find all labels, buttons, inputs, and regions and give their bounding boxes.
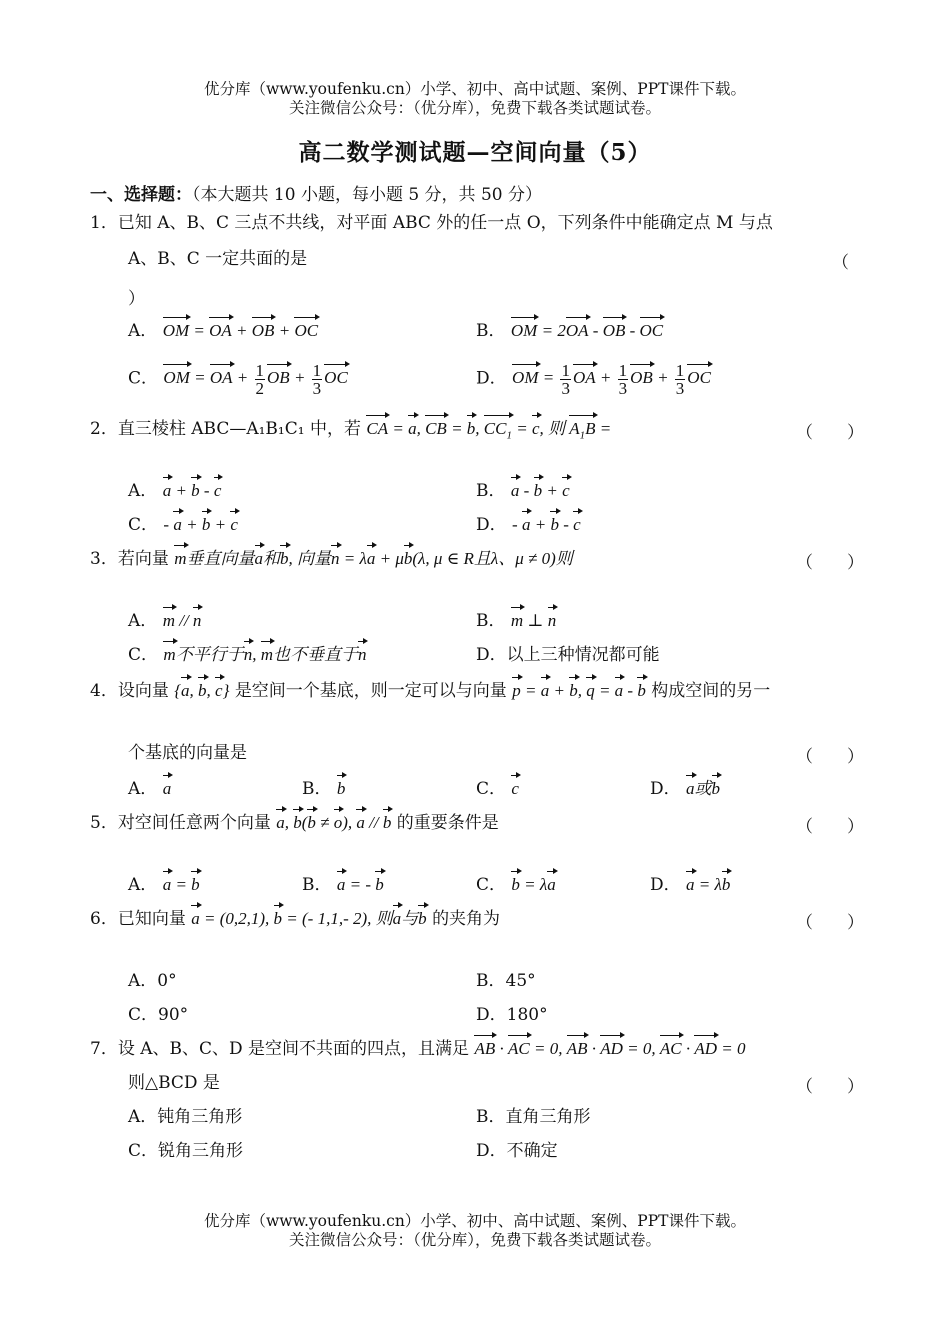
section-label: 一、选择题： [90,185,192,205]
q4-answer-paren: （ ） [796,747,864,767]
question-7 [90,1038,746,1060]
q4-option-d[interactable] [650,778,720,800]
q7-answer-paren: （ ） [796,1077,864,1097]
q6-option-c[interactable] [128,1004,188,1026]
q7-option-c[interactable] [128,1140,243,1162]
question-6 [90,908,500,930]
q2-option-a-formula: a + b - c [162,481,222,500]
footer-line-1: 优分库（www.youfenku.cn）小学、初中、高中试题、案例、PPT课件下载。 [203,1212,747,1230]
q1-option-c[interactable] [128,362,348,397]
q7-option-b-text: 直角三角形 [505,1107,591,1127]
question-2 [90,418,611,446]
q1-option-d-formula: OM = $\frac{1}{3}$ OA + $\frac{1}{3}$ OB + $\frac{1}{3}$ OC [512,361,711,398]
q5-number: 5． [90,813,118,833]
q2-option-c[interactable] [128,514,238,536]
q5-option-c[interactable] [476,874,556,896]
q3-option-a-formula: m // n [162,611,202,630]
q3-answer-paren: （ ） [796,553,864,573]
q5-option-a-formula: a = b [162,875,200,894]
q6-option-c-text: 90° [158,1005,189,1025]
q6-option-d-label: D． [476,1005,507,1025]
q1-number: 1． [90,213,118,233]
q6-option-a-label: A． [128,971,158,991]
q7-option-d[interactable] [476,1140,558,1162]
q4-option-b[interactable] [302,778,345,800]
q7-option-c-text: 锐角三角形 [158,1141,244,1161]
q4-option-c-label: C． [476,779,507,799]
q7-text-line2: 则△BCD 是 [128,1073,220,1093]
q4-option-a[interactable] [128,778,171,800]
q3-option-c-formula: m不平行于n, m也不垂直于n [163,645,367,664]
q4-option-a-formula: a [162,779,172,798]
q5-option-b[interactable] [302,874,384,896]
q2-text: 直三棱柱 ABC—A₁B₁C₁ 中，若 [117,419,361,439]
q4-text-a: 设向量 [117,681,169,701]
q5-text-a: 对空间任意两个向量 [117,813,271,833]
q3-formula: m垂直向量a和b, 向量n = λa + μb(λ, μ ∈ R且λ、μ ≠ 0)则 [174,549,573,568]
q3-option-c-label: C． [128,645,159,665]
q4-option-b-label: B． [302,779,332,799]
q5-option-a-label: A． [128,875,158,895]
q6-formula: a = (0,2,1), b = (- 1,1,- 2), 则a与b [191,909,427,928]
q7-number: 7． [90,1039,118,1059]
page-title: 高二数学测试题—空间向量（5） [298,139,652,166]
q4-option-d-formula: a或b [686,779,721,798]
question-3 [90,548,573,570]
q3-text: 若向量 [117,549,169,569]
footer-line-2: 关注微信公众号：（优分库），免费下载各类试题试卷。 [288,1231,661,1249]
q6-option-a-text: 0° [157,971,177,991]
q7-text: 设 A、B、C、D 是空间不共面的四点，且满足 [117,1039,470,1059]
q2-answer-paren: （ ） [796,423,864,443]
q6-text-a: 已知向量 [117,909,186,929]
q2-option-a-label: A． [128,481,158,501]
q1-option-b-formula: OM = 2OA - OB - OC [510,321,664,340]
q3-option-c[interactable] [128,644,366,666]
q2-option-b-formula: a - b + c [510,481,570,500]
q4-option-b-formula: b [336,779,346,798]
q6-option-b-label: B． [476,971,506,991]
q6-text-b: 的夹角为 [432,909,501,929]
q3-option-d-text: 以上三种情况都可能 [506,645,660,665]
header-line-2: 关注微信公众号：（优分库），免费下载各类试题试卷。 [288,99,661,117]
q3-option-a[interactable] [128,610,201,632]
q1-paren-close: ） [128,289,145,309]
q4-option-c[interactable] [476,778,519,800]
q2-option-c-formula: - a + b + c [163,515,238,534]
section-heading [90,180,542,205]
q5-formula: a, b(b ≠ o), a // b [276,813,392,832]
q1-option-d[interactable] [476,362,711,397]
q2-option-a[interactable] [128,480,221,502]
q6-option-b-text: 45° [505,971,536,991]
q4-option-a-label: A． [128,779,158,799]
q5-option-d[interactable] [650,874,730,896]
q6-option-d-text: 180° [506,1005,548,1025]
q3-number: 3． [90,549,118,569]
q2-option-d-formula: - a + b - c [512,515,581,534]
q1-text: 已知 A、B、C 三点不共线，对平面 ABC 外的任一点 O，下列条件中能确定点 M 与点 [117,213,773,233]
q5-option-a[interactable] [128,874,200,896]
q1-option-c-formula: OM = OA + $\frac{1}{2}$ OB + $\frac{1}{3}$ OC [163,361,348,398]
q1-option-b-label: B． [476,321,506,341]
q3-option-b-label: B． [476,611,506,631]
header-line-1: 优分库（www.youfenku.cn）小学、初中、高中试题、案例、PPT课件下载。 [203,80,747,98]
q2-option-d-label: D． [476,515,507,535]
q7-option-d-label: D． [476,1141,507,1161]
q5-option-c-label: C． [476,875,507,895]
q4-basis-formula: {a, b, c} [174,681,230,700]
q3-option-a-label: A． [128,611,158,631]
q5-option-d-formula: a = λb [686,875,731,894]
q6-option-d[interactable] [476,1004,548,1026]
q5-answer-paren: （ ） [796,817,864,837]
q2-option-b-label: B． [476,481,506,501]
q6-number: 6． [90,909,118,929]
q3-option-b-formula: m ⊥ n [510,611,557,630]
q1-option-a[interactable] [128,320,318,342]
q4-text-line2: 个基底的向量是 [128,743,247,763]
question-4 [90,680,770,702]
q7-formula: AB · AC = 0, AB · AD = 0, AC · AD = 0 [474,1039,746,1058]
q3-option-b[interactable] [476,610,556,632]
q7-option-a[interactable] [128,1106,242,1128]
q4-option-d-label: D． [650,779,681,799]
q1-option-a-label: A． [128,321,158,341]
q4-text-c: 构成空间的另一 [651,681,771,701]
q6-option-a[interactable] [128,970,177,992]
q7-option-b-label: B． [476,1107,506,1127]
q7-option-a-text: 钝角三角形 [157,1107,243,1127]
question-5 [90,812,499,834]
q1-option-a-formula: OM = OA + OB + OC [162,321,319,340]
q5-option-d-label: D． [650,875,681,895]
q4-text-b: 是空间一个基底，则一定可以与向量 [234,681,507,701]
q2-option-b[interactable] [476,480,570,502]
q4-number: 4． [90,681,118,701]
q1-option-d-label: D． [476,368,507,389]
q2-option-c-label: C． [128,515,159,535]
q5-option-b-formula: a = - b [336,875,384,894]
q6-option-c-label: C． [128,1005,159,1025]
q2-option-d[interactable] [476,514,581,536]
question-1 [90,212,773,234]
q4-vectors-formula: p = a + b, q = a - b [512,681,646,700]
section-note: （本大题共 10 小题，每小题 5 分，共 50 分） [192,185,543,205]
q7-option-b[interactable] [476,1106,591,1128]
q7-option-d-text: 不确定 [506,1141,558,1161]
q2-number: 2． [90,419,118,439]
q7-option-c-label: C． [128,1141,159,1161]
q5-option-b-label: B． [302,875,332,895]
q3-option-d-label: D． [476,645,507,665]
q2-formula: CA = a, CB = b, $CC_1 = c$, 则 $A_1B$ = [366,419,611,438]
q5-option-c-formula: b = λa [511,875,556,894]
q6-option-b[interactable] [476,970,536,992]
q4-option-c-formula: c [511,779,519,798]
q1-text-line2: A、B、C 一定共面的是 [128,249,308,269]
q1-paren-open: （ [832,253,849,273]
q1-option-c-label: C． [128,368,159,389]
q1-option-b[interactable] [476,320,663,342]
q6-answer-paren: （ ） [796,913,864,933]
q3-option-d[interactable] [476,644,660,666]
q7-option-a-label: A． [128,1107,158,1127]
q5-text-b: 的重要条件是 [396,813,499,833]
